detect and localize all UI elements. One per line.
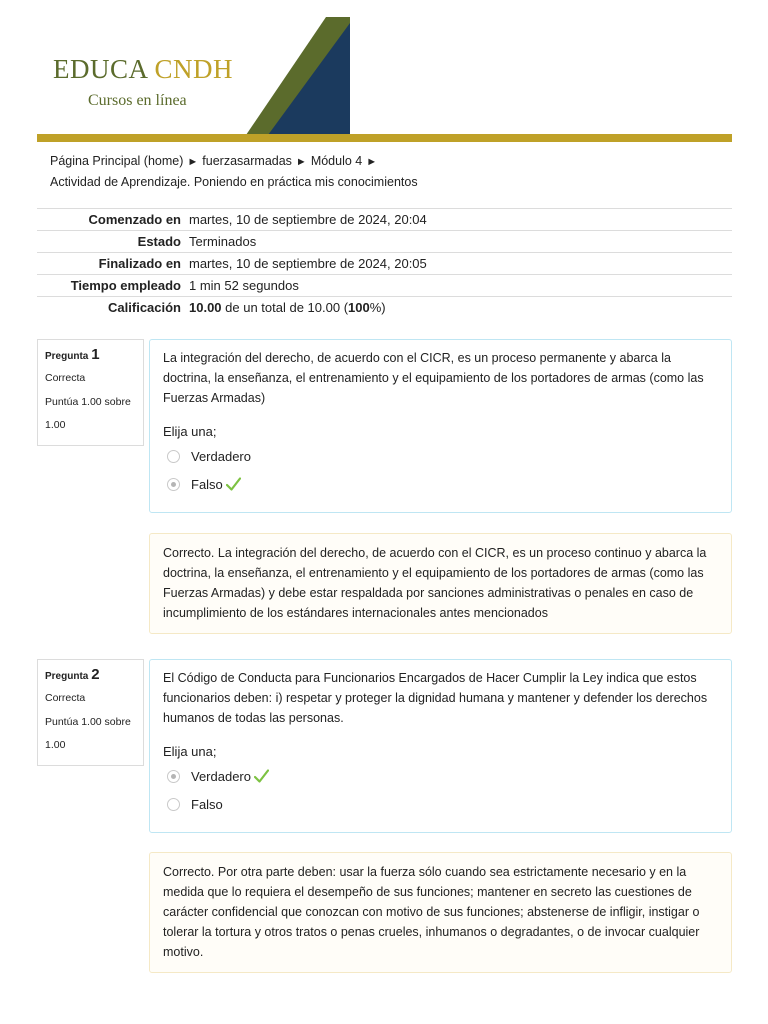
summary-row-started xyxy=(37,209,732,231)
summary-label: Comenzado en xyxy=(88,212,181,227)
question-feedback-2: Correcto. Por otra parte deben: usar la fuerza sólo cuando sea estrictamente necesario y en la medida que lo requiera el desempeño de sus funciones; mantener en secreto las cuestiones de carácter confidencial que conozcan con motivo de sus funciones; abstenerse de infligir, instigar o tolerar la tortura y otros tratos o penas crueles, inhumanos o degradantes, o de invocar cualquier motivo. xyxy=(149,852,732,973)
grade-end: %) xyxy=(369,300,386,316)
site-header xyxy=(0,0,768,142)
logo-primary-text: EDUCA xyxy=(53,54,149,84)
question-state: Correcta xyxy=(45,372,86,384)
question-content-1 xyxy=(149,339,732,513)
question-number: 1 xyxy=(91,346,100,363)
breadcrumb-activity-link[interactable]: Actividad de Aprendizaje. Poniendo en práctica mis conocimientos xyxy=(50,175,418,189)
question-number: 2 xyxy=(91,666,100,683)
radio-icon[interactable] xyxy=(167,450,180,463)
grade-percent: 100 xyxy=(348,300,370,316)
summary-label: Tiempo empleado xyxy=(70,278,181,293)
radio-selected-icon[interactable] xyxy=(167,478,180,491)
summary-value: martes, 10 de septiembre de 2024, 20:05 xyxy=(189,256,427,271)
summary-label: Finalizado en xyxy=(98,256,181,271)
summary-value: 1 min 52 segundos xyxy=(189,278,299,293)
breadcrumb-course-link[interactable]: fuerzasarmadas xyxy=(202,154,292,168)
summary-value: Terminados xyxy=(189,234,257,249)
attempt-summary-table xyxy=(37,208,732,319)
header-divider xyxy=(37,134,732,142)
option-label: Verdadero xyxy=(191,448,251,464)
question-grade: Puntúa 1.00 sobre 1.00 xyxy=(45,716,131,751)
radio-icon[interactable] xyxy=(167,798,180,811)
breadcrumb-separator-icon: ► xyxy=(295,156,307,168)
question-feedback-1: Correcto. La integración del derecho, de acuerdo con el CICR, es un proceso continuo y abarca la doctrina, la enseñanza, el entrenamiento y el equipamiento de los portadores de armas (como las Fuerzas Armadas) y debe estar respaldada por sanciones administrativas o penales en caso de incumplimiento de los estándares internacionales antes mencionados xyxy=(149,533,732,634)
summary-label: Estado xyxy=(137,234,181,249)
breadcrumb-separator-icon: ► xyxy=(366,156,378,168)
check-icon xyxy=(226,477,241,491)
question-content-2 xyxy=(149,659,732,833)
breadcrumb xyxy=(50,151,720,192)
question-text: El Código de Conducta para Funcionarios Encargados de Hacer Cumplir la Ley indica que estos funcionarios deben: i) respetar y proteger la dignidad humana y mantener y defender los derechos humanos de todas las personas. xyxy=(163,671,708,725)
summary-row-time xyxy=(37,275,732,297)
summary-label: Calificación xyxy=(108,300,181,316)
question-state: Correcta xyxy=(45,692,86,704)
summary-grade-value xyxy=(187,297,732,319)
answer-option-falso[interactable] xyxy=(163,790,718,818)
answer-option-verdadero[interactable] xyxy=(163,762,718,790)
question-info-2 xyxy=(37,659,144,766)
summary-row-finished xyxy=(37,253,732,275)
breadcrumb-home-link[interactable]: Página Principal (home) xyxy=(50,154,184,168)
option-label: Falso xyxy=(191,476,223,492)
grade-score: 10.00 xyxy=(189,300,222,316)
site-logo[interactable] xyxy=(53,54,233,85)
question-prompt: Elija una; xyxy=(163,424,217,439)
logo-graphic xyxy=(246,17,351,135)
check-icon xyxy=(254,769,269,783)
grade-middle: de un total de 10.00 ( xyxy=(221,300,349,316)
breadcrumb-separator-icon: ► xyxy=(187,156,199,168)
question-prompt: Elija una; xyxy=(163,744,217,759)
question-title: Pregunta xyxy=(45,671,89,682)
logo-subtitle: Cursos en línea xyxy=(88,92,187,109)
summary-row-state xyxy=(37,231,732,253)
option-label: Verdadero xyxy=(191,768,251,784)
breadcrumb-module-link[interactable]: Módulo 4 xyxy=(310,154,363,168)
radio-selected-icon[interactable] xyxy=(167,770,180,783)
answer-option-falso[interactable] xyxy=(163,470,718,498)
summary-value: martes, 10 de septiembre de 2024, 20:04 xyxy=(189,212,427,227)
question-info-1 xyxy=(37,339,144,446)
logo-secondary-text: CNDH xyxy=(154,54,234,84)
question-title: Pregunta xyxy=(45,351,89,362)
answer-option-verdadero[interactable] xyxy=(163,442,718,470)
question-text: La integración del derecho, de acuerdo con el CICR, es un proceso permanente y abarca la doctrina, la enseñanza, el entrenamiento y el equipamiento de los portadores de armas (como las Fuerzas Armadas) xyxy=(163,351,704,405)
option-label: Falso xyxy=(191,796,223,812)
summary-row-grade xyxy=(37,297,732,319)
question-grade: Puntúa 1.00 sobre 1.00 xyxy=(45,396,131,431)
